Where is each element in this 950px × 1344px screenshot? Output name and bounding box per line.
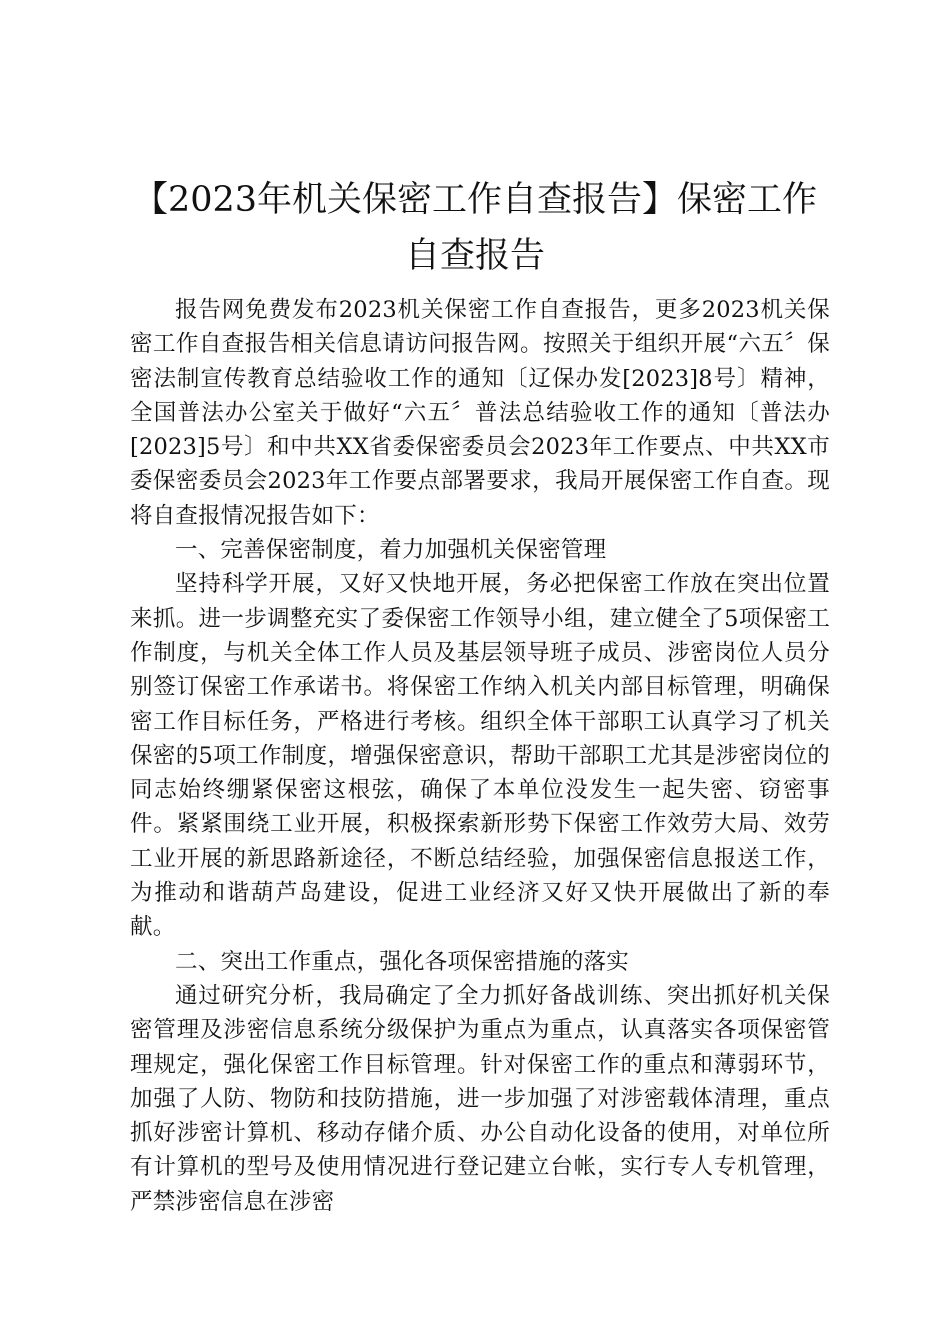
document-body — [130, 293, 830, 1219]
paragraph-section-2: 通过研究分析，我局确定了全力抓好备战训练、突出抓好机关保密管理及涉密信息系统分级保护为重点为重点，认真落实各项保密管理规定，强化保密工作目标管理。针对保密工作的重点和薄弱环节，加强了人防、物防和技防措施，进一步加强了对涉密载体清理，重点抓好涉密计算机、移动存储介质、办公自动化设备的使用，对单位所有计算机的型号及使用情况进行登记建立台帐，实行专人专机管理，严禁涉密信息在涉密 — [130, 982, 830, 1215]
document-title: 【2023年机关保密工作自查报告】保密工作自查报告 — [132, 180, 818, 276]
section-heading-1: 一、完善保密制度，着力加强机关保密管理 — [175, 537, 607, 564]
section-heading-2: 二、突出工作重点，强化各项保密措施的落实 — [175, 948, 630, 975]
paragraph-intro: 报告网免费发布2023机关保密工作自查报告，更多2023机关保密工作自查报告相关信息请访问报告网。按照关于组织开展“六五〞保密法制宣传教育总结验收工作的通知〔辽保办发[2023]8号〕精神，全国普法办公室关于做好“六五〞普法总结验收工作的通知〔普法办[2023]5号〕和中共XX省委保密委员会2023年工作要点、中共XX市委保密委员会2023年工作要点部署要求，我局开展保密工作自查。现将自查报情况报告如下： — [130, 297, 830, 529]
paragraph-section-1: 坚持科学开展，又好又快地开展，务必把保密工作放在突出位置来抓。进一步调整充实了委保密工作领导小组，建立健全了5项保密工作制度，与机关全体工作人员及基层领导班子成员、涉密岗位人员分别签订保密工作承诺书。将保密工作纳入机关内部目标管理，明确保密工作目标任务，严格进行考核。组织全体干部职工认真学习了机关保密的5项工作制度，增强保密意识，帮助干部职工尤其是涉密岗位的同志始终绷紧保密这根弦，确保了本单位没发生一起失密、窃密事件。紧紧围绕工业开展，积极探索新形势下保密工作效劳大局、效劳工业开展的新思路新途径，不断总结经验，加强保密信息报送工作，为推动和谐葫芦岛建设，促进工业经济又好又快开展做出了新的奉献。 — [130, 571, 830, 941]
